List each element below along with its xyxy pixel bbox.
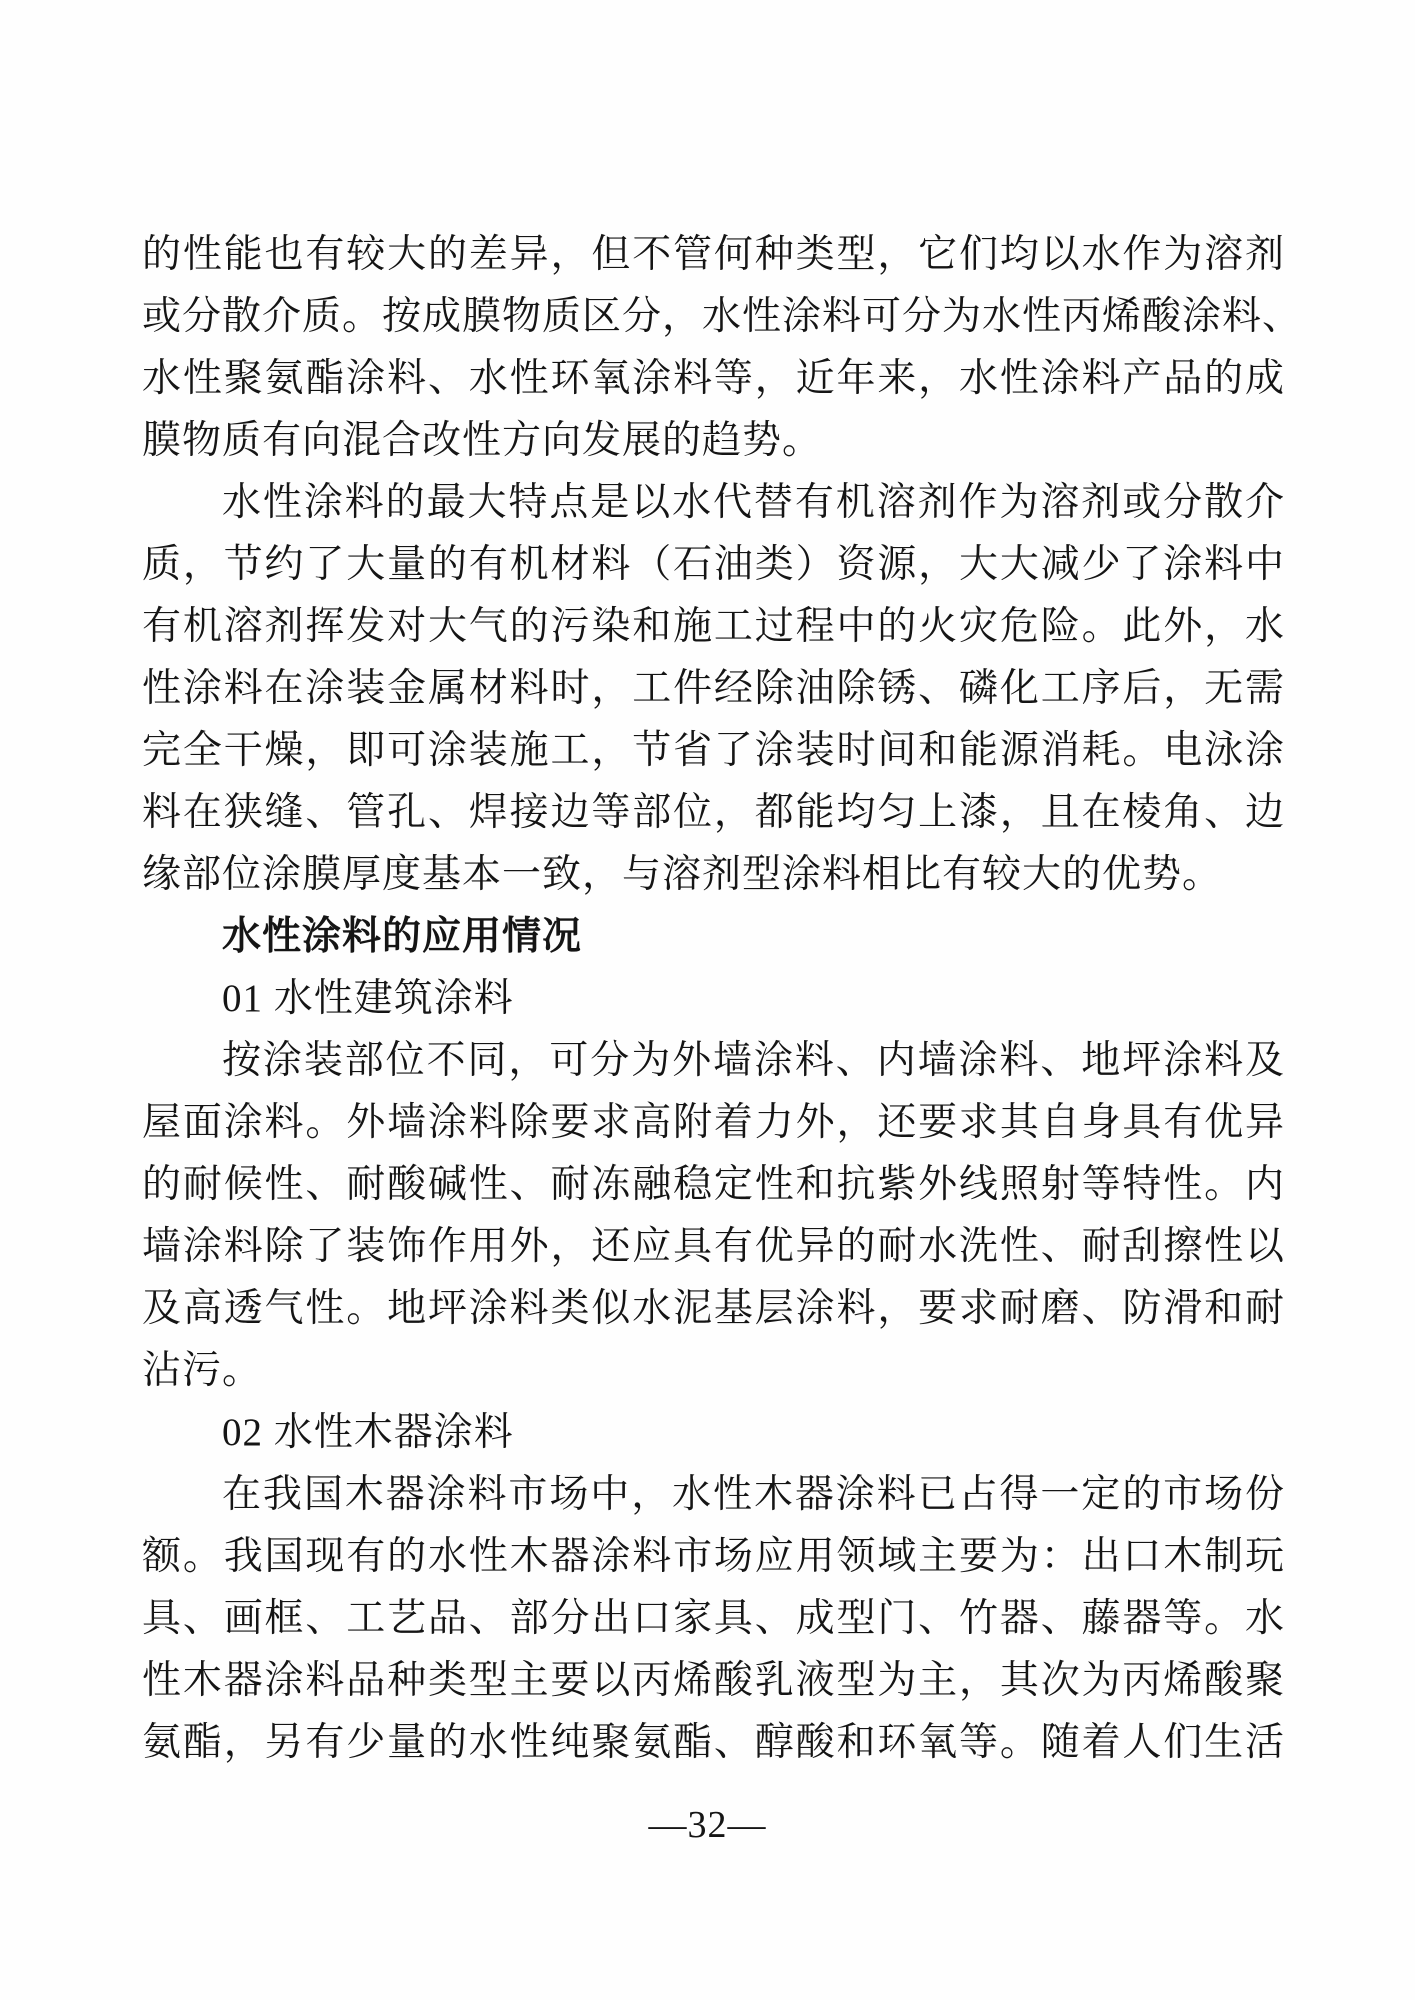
text-line: 及高透气性。地坪涂料类似水泥基层涂料，要求耐磨、防滑和耐 — [142, 1287, 1285, 1330]
text-line: 墙涂料除了装饰作用外，还应具有优异的耐水洗性、耐刮擦性以 — [142, 1225, 1285, 1268]
text-line: 按涂装部位不同，可分为外墙涂料、内墙涂料、地坪涂料及 — [222, 1039, 1285, 1082]
paragraph-features — [142, 472, 1285, 906]
text-line: 沾污。 — [142, 1349, 263, 1392]
text-line: 的耐候性、耐酸碱性、耐冻融稳定性和抗紫外线照射等特性。内 — [142, 1163, 1285, 1206]
paragraph-wood-coatings — [142, 1464, 1285, 1774]
text-line: 有机溶剂挥发对大气的污染和施工过程中的火灾危险。此外，水 — [142, 605, 1285, 648]
page-content — [142, 224, 1303, 1774]
text-line: 在我国木器涂料市场中，水性木器涂料已占得一定的市场份 — [222, 1473, 1285, 1516]
paragraph-architectural-coatings — [142, 1030, 1285, 1402]
text-line: 或分散介质。按成膜物质区分，水性涂料可分为水性丙烯酸涂料、 — [142, 295, 1303, 338]
text-line: 质，节约了大量的有机材料（石油类）资源，大大减少了涂料中 — [142, 543, 1285, 586]
text-line: 额。我国现有的水性木器涂料市场应用领域主要为：出口木制玩 — [142, 1535, 1285, 1578]
section-heading: 水性涂料的应用情况 — [222, 915, 583, 958]
text-line: 水性涂料的最大特点是以水代替有机溶剂作为溶剂或分散介 — [222, 481, 1285, 524]
text-line: 膜物质有向混合改性方向发展的趋势。 — [142, 419, 823, 462]
text-line: 性涂料在涂装金属材料时，工件经除油除锈、磷化工序后，无需 — [142, 667, 1285, 710]
text-line: 性木器涂料品种类型主要以丙烯酸乳液型为主，其次为丙烯酸聚 — [142, 1659, 1285, 1702]
text-line: 水性聚氨酯涂料、水性环氧涂料等，近年来，水性涂料产品的成 — [142, 357, 1285, 400]
text-line: 的性能也有较大的差异，但不管何种类型，它们均以水作为溶剂 — [142, 233, 1285, 276]
page-number: —32— — [648, 1804, 767, 1846]
page-footer — [0, 1800, 1415, 1850]
text-line: 具、画框、工艺品、部分出口家具、成型门、竹器、藤器等。水 — [142, 1597, 1285, 1640]
subsection-title-01: 01 水性建筑涂料 — [222, 977, 514, 1020]
text-line: 料在狭缝、管孔、焊接边等部位，都能均匀上漆，且在棱角、边 — [142, 791, 1285, 834]
text-line: 氨酯，另有少量的水性纯聚氨酯、醇酸和环氧等。随着人们生活 — [142, 1721, 1285, 1764]
subsection-title-02: 02 水性木器涂料 — [222, 1411, 514, 1454]
paragraph-continuation — [142, 224, 1303, 472]
text-line: 完全干燥，即可涂装施工，节省了涂装时间和能源消耗。电泳涂 — [142, 729, 1285, 772]
text-line: 缘部位涂膜厚度基本一致，与溶剂型涂料相比有较大的优势。 — [142, 853, 1223, 896]
text-line: 屋面涂料。外墙涂料除要求高附着力外，还要求其自身具有优异 — [142, 1101, 1285, 1144]
